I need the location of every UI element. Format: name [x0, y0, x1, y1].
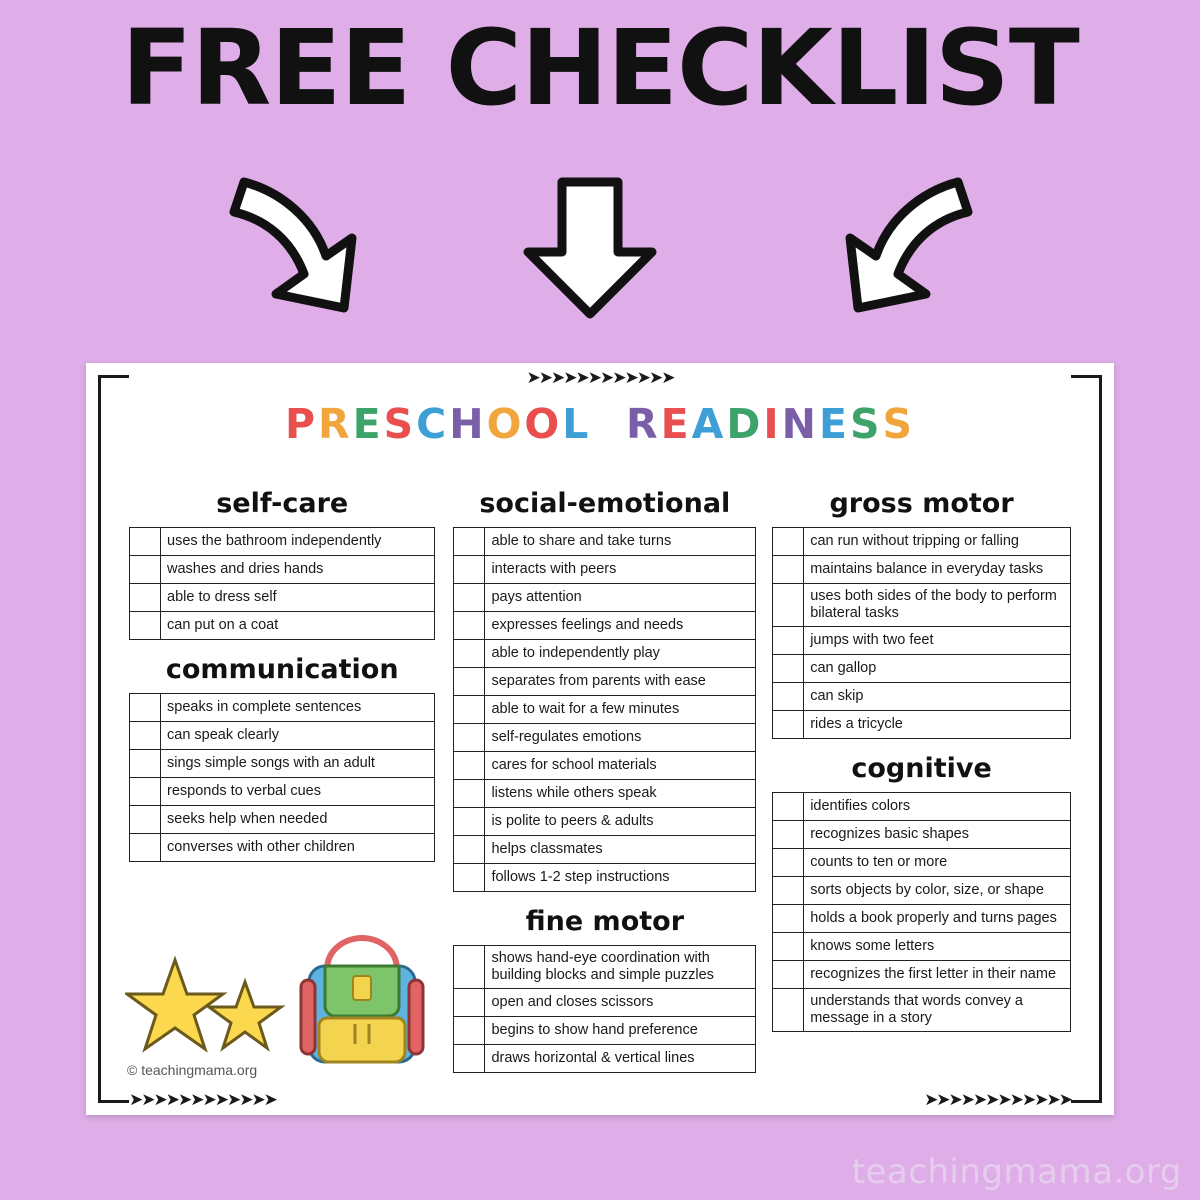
table-row[interactable]	[130, 584, 435, 612]
checkbox-cell[interactable]	[773, 711, 804, 739]
item-label: converses with other children	[161, 834, 435, 862]
section-heading-social-emotional: social-emotional	[479, 488, 731, 519]
backpack-icon	[297, 932, 427, 1072]
checkbox-cell[interactable]	[773, 989, 804, 1032]
table-row[interactable]	[773, 528, 1071, 556]
section-heading-cognitive: cognitive	[851, 753, 992, 785]
item-label: washes and dries hands	[161, 556, 435, 584]
title-letter: R	[318, 400, 353, 448]
item-label: jumps with two feet	[804, 627, 1071, 655]
item-label: understands that words convey a message in a story	[804, 989, 1071, 1032]
item-label: uses the bathroom independently	[161, 528, 435, 556]
sheet-border	[98, 368, 1102, 1109]
table-row[interactable]	[130, 722, 435, 750]
checkbox-cell[interactable]	[773, 683, 804, 711]
checkbox-cell[interactable]	[454, 556, 485, 584]
title-letter: S	[882, 400, 916, 448]
checkbox-cell[interactable]	[454, 584, 485, 612]
checkbox-cell[interactable]	[773, 849, 804, 877]
checkbox-cell[interactable]	[130, 806, 161, 834]
item-label: identifies colors	[804, 793, 1071, 821]
table-row[interactable]	[454, 989, 756, 1017]
item-label: able to dress self	[161, 584, 435, 612]
table-row[interactable]	[773, 877, 1071, 905]
watermark: teachingmama.org	[851, 1152, 1182, 1192]
table-row[interactable]	[773, 627, 1071, 655]
title-letter: O	[524, 400, 563, 448]
checklist-table-cognitive	[772, 792, 1071, 1032]
checkbox-cell[interactable]	[130, 750, 161, 778]
checkbox-cell[interactable]	[773, 793, 804, 821]
item-label: interacts with peers	[485, 556, 756, 584]
title-letter	[609, 400, 626, 448]
item-label: rides a tricycle	[804, 711, 1071, 739]
checkbox-cell[interactable]	[773, 584, 804, 627]
item-label: counts to ten or more	[804, 849, 1071, 877]
checklist-columns	[101, 486, 1099, 1094]
table-row[interactable]	[454, 808, 756, 836]
checkbox-cell[interactable]	[454, 989, 485, 1017]
item-label: can put on a coat	[161, 612, 435, 640]
page-title: FREE CHECKLIST	[121, 7, 1079, 129]
table-row[interactable]	[130, 778, 435, 806]
table-row[interactable]	[454, 556, 756, 584]
checkbox-cell[interactable]	[454, 640, 485, 668]
table-row[interactable]	[454, 528, 756, 556]
checkbox-cell[interactable]	[130, 612, 161, 640]
item-label: able to wait for a few minutes	[485, 696, 756, 724]
item-label: can gallop	[804, 655, 1071, 683]
checkbox-cell[interactable]	[454, 864, 485, 892]
table-row[interactable]	[773, 989, 1071, 1032]
table-row[interactable]	[773, 711, 1071, 739]
checkbox-cell[interactable]	[130, 694, 161, 722]
title-letter: S	[849, 400, 883, 448]
item-label: sorts objects by color, size, or shape	[804, 877, 1071, 905]
item-label: draws horizontal & vertical lines	[485, 1045, 756, 1073]
title-letter: E	[818, 400, 850, 448]
table-row[interactable]	[454, 640, 756, 668]
checkbox-cell[interactable]	[454, 752, 485, 780]
table-row[interactable]	[454, 946, 756, 989]
table-row[interactable]	[130, 556, 435, 584]
table-row[interactable]	[454, 668, 756, 696]
doc-title	[101, 400, 1099, 448]
table-row[interactable]	[454, 584, 756, 612]
item-label: pays attention	[485, 584, 756, 612]
table-row[interactable]	[130, 528, 435, 556]
stars-icon	[125, 954, 305, 1054]
table-row[interactable]	[773, 933, 1071, 961]
checklist-table-communication	[129, 693, 435, 862]
table-row[interactable]	[454, 752, 756, 780]
item-label: can skip	[804, 683, 1071, 711]
item-label: can speak clearly	[161, 722, 435, 750]
table-row[interactable]	[454, 836, 756, 864]
checkbox-cell[interactable]	[454, 696, 485, 724]
item-label: holds a book properly and turns pages	[804, 905, 1071, 933]
item-label: begins to show hand preference	[485, 1017, 756, 1045]
checkbox-cell[interactable]	[130, 528, 161, 556]
item-label: listens while others speak	[485, 780, 756, 808]
item-label: recognizes the first letter in their name	[804, 961, 1071, 989]
title-letter: H	[449, 400, 487, 448]
item-label: shows hand-eye coordination with building blocks and simple puzzles	[485, 946, 756, 989]
table-row[interactable]	[454, 612, 756, 640]
item-label: self-regulates emotions	[485, 724, 756, 752]
checkbox-cell[interactable]	[773, 556, 804, 584]
table-row[interactable]	[773, 905, 1071, 933]
item-label: cares for school materials	[485, 752, 756, 780]
item-label: is polite to peers & adults	[485, 808, 756, 836]
table-row[interactable]	[454, 696, 756, 724]
checklist-table-gross-motor	[772, 527, 1071, 739]
item-label: seeks help when needed	[161, 806, 435, 834]
table-row[interactable]	[130, 612, 435, 640]
checkbox-cell[interactable]	[130, 722, 161, 750]
checkbox-cell[interactable]	[454, 612, 485, 640]
arrow-right-icon	[830, 168, 980, 328]
credit-text: © teachingmama.org	[127, 1062, 258, 1078]
checkbox-cell[interactable]	[454, 724, 485, 752]
item-label: able to share and take turns	[485, 528, 756, 556]
title-letter: S	[383, 400, 417, 448]
column-right	[764, 486, 1083, 1094]
title-letter: P	[284, 400, 319, 448]
item-label: follows 1-2 step instructions	[485, 864, 756, 892]
checkbox-cell[interactable]	[454, 836, 485, 864]
checklist-table-social-emotional	[453, 527, 756, 892]
checkbox-cell[interactable]	[773, 905, 804, 933]
table-row[interactable]	[130, 806, 435, 834]
arrow-rule-glyphs-right: ➤➤➤➤➤➤➤➤➤➤➤➤	[924, 1090, 1071, 1109]
table-row[interactable]	[773, 556, 1071, 584]
top-arrow-rule	[129, 370, 1071, 386]
title-letter: E	[660, 400, 692, 448]
checkbox-cell[interactable]	[454, 780, 485, 808]
item-label: able to independently play	[485, 640, 756, 668]
checkbox-cell[interactable]	[454, 808, 485, 836]
checkbox-cell[interactable]	[454, 668, 485, 696]
item-label: uses both sides of the body to perform bilateral tasks	[804, 584, 1071, 627]
table-row[interactable]	[773, 793, 1071, 821]
table-row[interactable]	[130, 834, 435, 862]
checkbox-cell[interactable]	[130, 834, 161, 862]
title-letter: C	[416, 400, 450, 448]
title-letter: L	[562, 400, 592, 448]
arrow-center-icon	[510, 168, 670, 328]
checkbox-cell[interactable]	[773, 528, 804, 556]
table-row[interactable]	[454, 1017, 756, 1045]
checkbox-cell[interactable]	[773, 933, 804, 961]
title-letter: I	[763, 400, 782, 448]
table-row[interactable]	[454, 864, 756, 892]
arrow-rule-glyphs-left: ➤➤➤➤➤➤➤➤➤➤➤➤	[129, 1090, 276, 1109]
title-letter	[591, 400, 608, 448]
table-row[interactable]	[454, 724, 756, 752]
arrow-rule-glyphs: ➤➤➤➤➤➤➤➤➤➤➤➤	[526, 368, 674, 387]
item-label: speaks in complete sentences	[161, 694, 435, 722]
title-letter: A	[691, 400, 727, 448]
table-row[interactable]	[130, 750, 435, 778]
title-letter: N	[781, 400, 819, 448]
checkbox-cell[interactable]	[773, 655, 804, 683]
checkbox-cell[interactable]	[454, 1017, 485, 1045]
table-row[interactable]	[773, 821, 1071, 849]
item-label: helps classmates	[485, 836, 756, 864]
item-label: maintains balance in everyday tasks	[804, 556, 1071, 584]
item-label: can run without tripping or falling	[804, 528, 1071, 556]
section-heading-communication: communication	[165, 654, 399, 685]
checkbox-cell[interactable]	[773, 877, 804, 905]
checkbox-cell[interactable]	[773, 821, 804, 849]
checklist-sheet	[86, 363, 1114, 1115]
checkbox-cell[interactable]	[773, 961, 804, 989]
column-middle	[445, 486, 764, 1094]
table-row[interactable]	[773, 683, 1071, 711]
checkbox-cell[interactable]	[130, 556, 161, 584]
bottom-arrow-rule	[129, 1092, 1071, 1108]
table-row[interactable]	[773, 849, 1071, 877]
checklist-table-fine-motor	[453, 945, 756, 1073]
table-row[interactable]	[454, 1045, 756, 1073]
section-heading-fine-motor: fine motor	[525, 906, 685, 937]
table-row[interactable]	[454, 780, 756, 808]
column-left	[117, 486, 445, 1094]
table-row[interactable]	[773, 961, 1071, 989]
arrow-left-icon	[222, 168, 372, 328]
checkbox-cell[interactable]	[454, 1045, 485, 1073]
checkbox-cell[interactable]	[130, 778, 161, 806]
section-heading-gross-motor: gross motor	[829, 488, 1014, 519]
item-label: separates from parents with ease	[485, 668, 756, 696]
table-row[interactable]	[130, 694, 435, 722]
item-label: expresses feelings and needs	[485, 612, 756, 640]
title-letter: O	[486, 400, 525, 448]
item-label: recognizes basic shapes	[804, 821, 1071, 849]
checkbox-cell[interactable]	[773, 627, 804, 655]
title-letter: D	[726, 400, 764, 448]
item-label: sings simple songs with an adult	[161, 750, 435, 778]
table-row[interactable]	[773, 584, 1071, 627]
item-label: open and closes scissors	[485, 989, 756, 1017]
title-letter: E	[352, 400, 384, 448]
item-label: responds to verbal cues	[161, 778, 435, 806]
section-heading-self-care: self-care	[216, 488, 349, 519]
checkbox-cell[interactable]	[130, 584, 161, 612]
checkbox-cell[interactable]	[454, 528, 485, 556]
item-label: knows some letters	[804, 933, 1071, 961]
table-row[interactable]	[773, 655, 1071, 683]
checklist-table-self-care	[129, 527, 435, 640]
title-letter: R	[625, 400, 661, 448]
checkbox-cell[interactable]	[454, 946, 485, 989]
